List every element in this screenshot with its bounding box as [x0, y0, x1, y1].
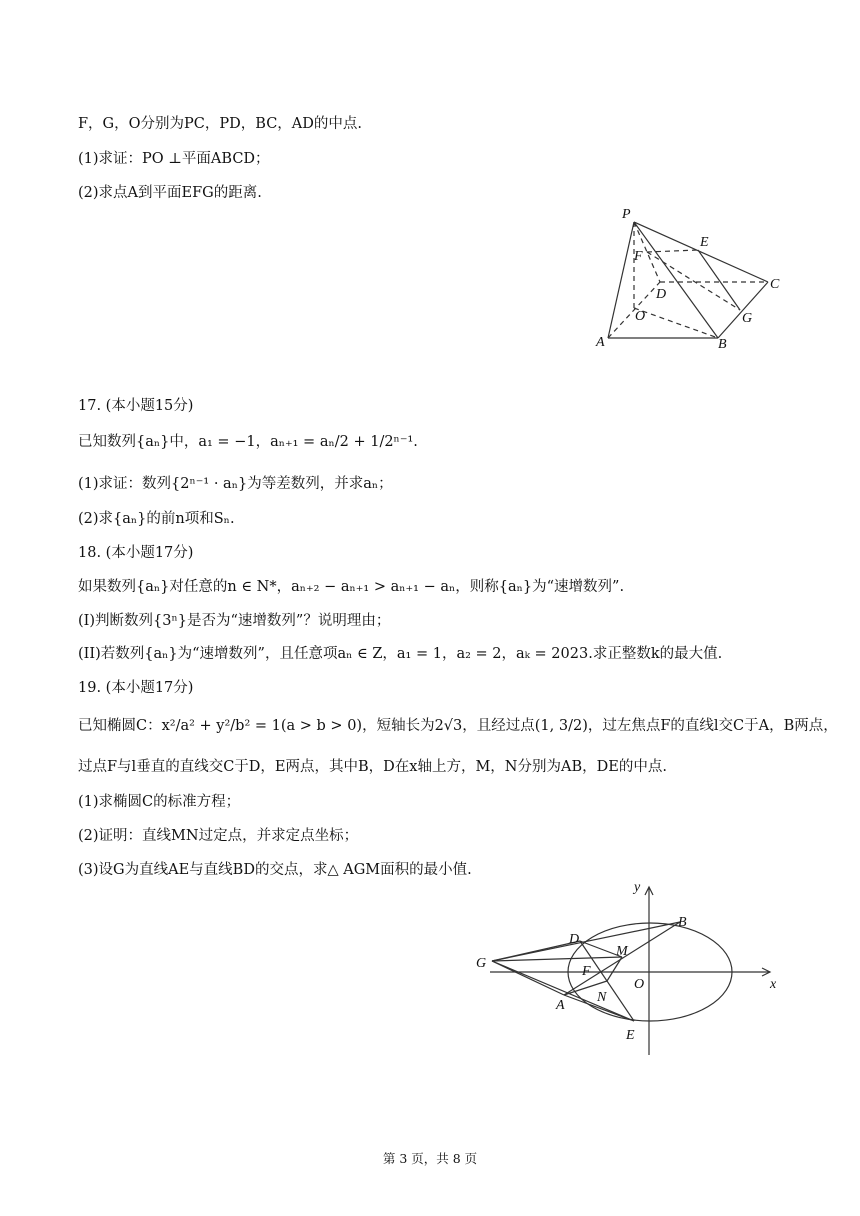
label-A2: A: [556, 998, 565, 1013]
text-line-1: F，G，O分别为PC，PD，BC，AD的中点.: [78, 116, 362, 132]
label-G: G: [742, 311, 753, 326]
label-B: B: [718, 337, 727, 352]
label-G2: G: [476, 956, 487, 971]
label-E2: E: [626, 1028, 635, 1043]
ellipse-figure: [470, 875, 790, 1060]
problem-18-part-1: (I)判断数列{3ⁿ}是否为“速增数列”？说明理由；: [78, 613, 391, 629]
problem-19-part-3: (3)设G为直线AE与直线BD的交点，求△ AGM面积的最小值.: [78, 862, 472, 878]
problem-19-statement-1: 已知椭圆C：x²/a² + y²/b² = 1(a > b > 0)，短轴长为2√3，且经过点(1, 3/2)，过左焦点F的直线l交C于A，B两点，: [78, 718, 838, 734]
problem-19-statement-2: 过点F与l垂直的直线交C于D，E两点，其中B，D在x轴上方，M，N分别为AB，DE的中点.: [78, 759, 667, 775]
problem-18-statement: 如果数列{aₙ}对任意的n ∈ N*，aₙ₊₂ − aₙ₊₁ > aₙ₊₁ − aₙ，则称{aₙ}为“速增数列”.: [78, 579, 625, 595]
text-line-2: (1)求证：PO ⊥平面ABCD；: [78, 151, 270, 167]
label-C: C: [770, 277, 780, 292]
label-x: x: [770, 977, 777, 992]
label-E: E: [700, 235, 709, 250]
label-D2: D: [569, 932, 580, 947]
label-F: F: [634, 249, 643, 264]
page-footer: 第 3 页，共 8 页: [382, 1151, 478, 1166]
problem-17-heading: 17. (本小题15分): [78, 398, 194, 414]
problem-18-heading: 18. (本小题17分): [78, 545, 194, 561]
problem-17-part-2: (2)求{aₙ}的前n项和Sₙ.: [78, 511, 235, 527]
problem-17-part-1: (1)求证：数列{2ⁿ⁻¹ · aₙ}为等差数列，并求aₙ；: [78, 476, 393, 492]
problem-19-heading: 19. (本小题17分): [78, 680, 194, 696]
label-O2: O: [634, 977, 645, 992]
problem-19-part-2: (2)证明：直线MN过定点，并求定点坐标；: [78, 828, 359, 844]
label-y: y: [634, 880, 641, 895]
problem-17-statement: 已知数列{aₙ}中，a₁ = −1，aₙ₊₁ = aₙ/2 + 1/2ⁿ⁻¹.: [78, 434, 418, 450]
problem-18-part-2: (II)若数列{aₙ}为“速增数列”，且任意项aₙ ∈ Z，a₁ = 1，a₂ = 2，aₖ = 2023.求正整数k的最大值.: [78, 646, 723, 662]
label-D: D: [656, 287, 667, 302]
label-A: A: [596, 335, 605, 350]
label-F2: F: [582, 964, 591, 979]
problem-19-part-1: (1)求椭圆C的标准方程；: [78, 794, 241, 810]
label-N: N: [597, 990, 607, 1005]
pyramid-figure: [590, 200, 790, 360]
label-P: P: [622, 207, 631, 222]
label-B2: B: [678, 915, 687, 930]
text-line-3: (2)求点A到平面EFG的距离.: [78, 185, 262, 201]
label-O: O: [635, 309, 646, 324]
label-M: M: [616, 944, 628, 959]
